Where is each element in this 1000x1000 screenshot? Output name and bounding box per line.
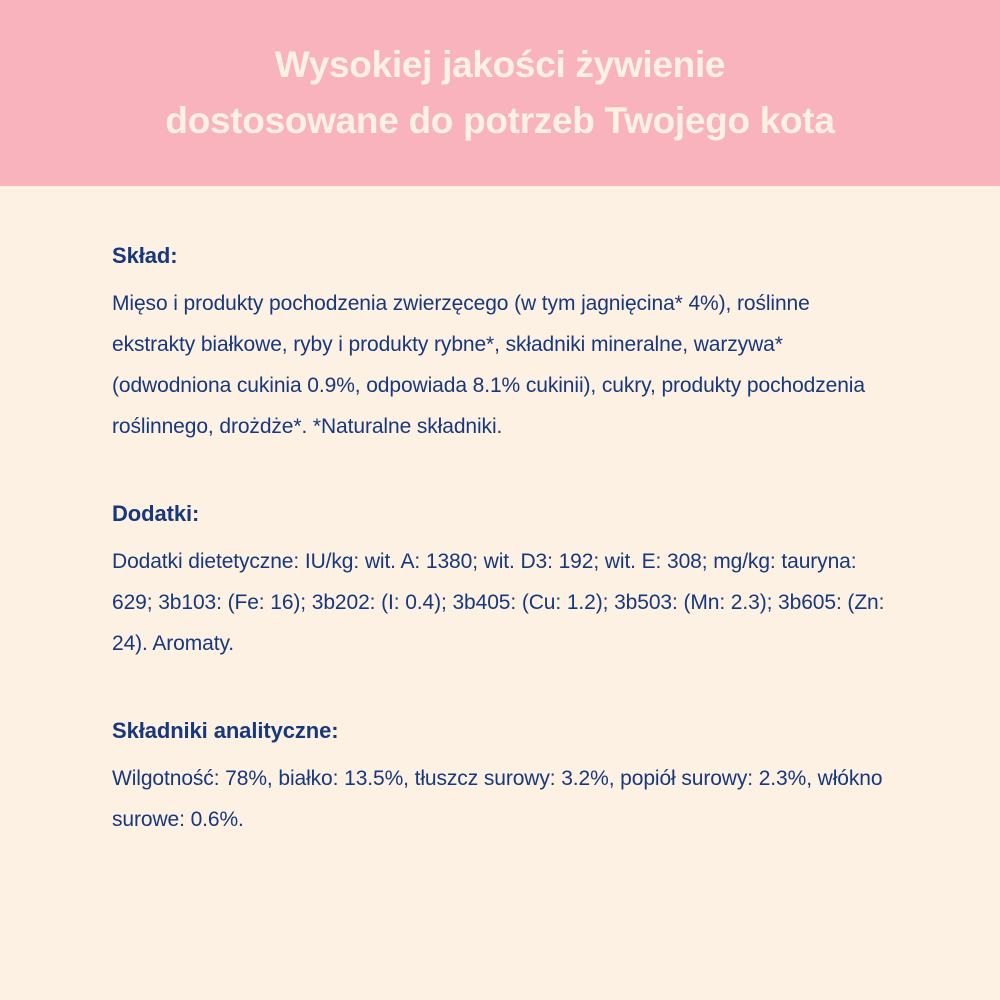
section-analytical-constituents-body: Wilgotność: 78%, białko: 13.5%, tłuszcz surowy: 3.2%, popiół surowy: 2.3%, włókno surowe: 0.6%.	[112, 767, 883, 831]
section-additives	[112, 447, 888, 664]
headline-line-2: dostosowane do potrzeb Twojego kota	[165, 100, 835, 141]
section-analytical-constituents	[112, 664, 888, 840]
section-composition-body: Mięso i produkty pochodzenia zwierzęcego (w tym jagnięcina* 4%), roślinne ekstrakty białkowe, ryby i produkty rybne*, składniki mineralne, warzywa* (odwodniona cukinia 0.9%, odpowiada 8.1% cukinii), cukry, produkty pochodzenia roślinnego, drożdże*. *Naturalne składniki.	[112, 292, 865, 438]
section-additives-body: Dodatki dietetyczne: IU/kg: wit. A: 1380; wit. D3: 192; wit. E: 308; mg/kg: tauryna: 629; 3b103: (Fe: 16); 3b202: (I: 0.4); 3b405: (Cu: 1.2); 3b503: (Mn: 2.3); 3b605: (Zn: 24). Aromaty.	[112, 550, 885, 655]
section-analytical-constituents-title: Składniki analityczne:	[112, 718, 339, 743]
section-additives-title: Dodatki:	[112, 501, 200, 526]
content-area	[0, 186, 1000, 840]
section-composition	[112, 186, 888, 447]
headline-banner	[0, 0, 1000, 186]
headline-line-1: Wysokiej jakości żywienie	[274, 44, 726, 85]
section-composition-title: Skład:	[112, 243, 178, 268]
